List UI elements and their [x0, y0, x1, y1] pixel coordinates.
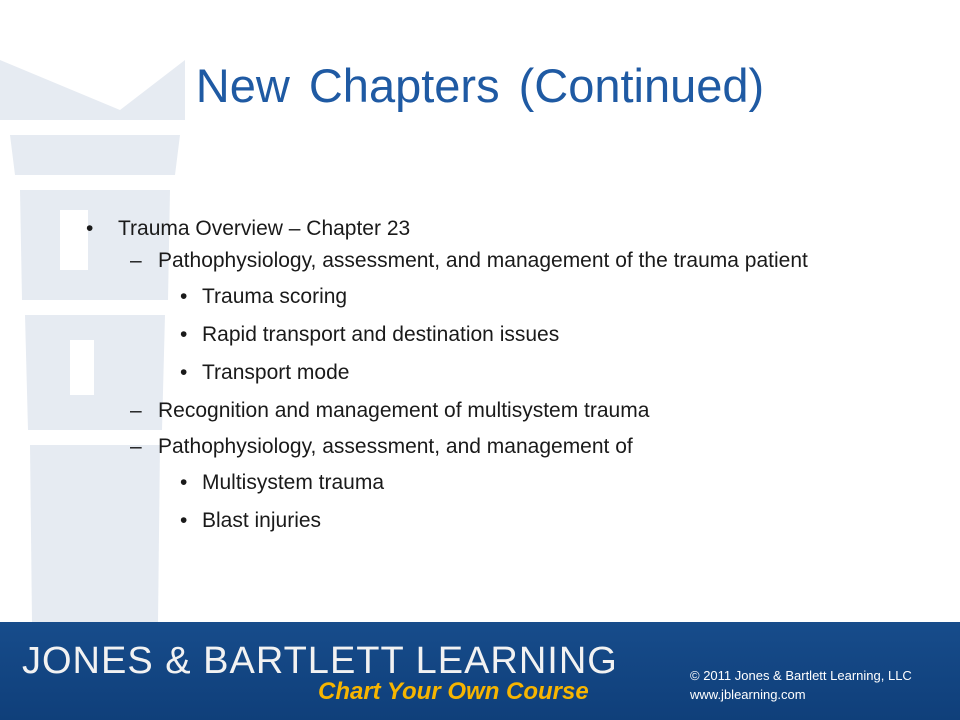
bullet-item — [82, 470, 842, 495]
bullet-marker: – — [130, 435, 142, 458]
bullet-marker: • — [180, 323, 188, 346]
bullet-marker: • — [180, 471, 188, 494]
bullet-marker: – — [130, 399, 142, 422]
bullet-item — [82, 322, 842, 347]
bullet-text: Blast injuries — [202, 509, 322, 532]
copyright-text: © 2011 Jones & Bartlett Learning, LLC — [690, 668, 912, 683]
website-link[interactable]: www.jblearning.com — [690, 687, 806, 702]
bullet-item — [82, 284, 842, 309]
copyright-block — [690, 666, 912, 704]
bullet-text: Pathophysiology, assessment, and management of the trauma patient — [158, 249, 808, 272]
bullet-text: Trauma scoring — [202, 285, 348, 308]
bullet-text: Trauma Overview – Chapter 23 — [118, 217, 411, 240]
bullet-marker: • — [86, 217, 94, 240]
footer-banner — [0, 622, 960, 720]
bullet-marker: • — [180, 285, 188, 308]
bullet-item — [82, 434, 842, 459]
bullet-item — [82, 398, 842, 423]
bullet-marker: • — [180, 509, 188, 532]
publisher-logo: JONES & BARTLETT LEARNING — [22, 640, 618, 682]
bullet-text: Multisystem trauma — [202, 471, 385, 494]
tagline: Chart Your Own Course — [318, 678, 589, 705]
bullet-marker: • — [180, 361, 188, 384]
bullet-text: Rapid transport and destination issues — [202, 323, 560, 346]
bullet-item — [82, 508, 842, 533]
bullet-text: Recognition and management of multisystem trauma — [158, 399, 650, 422]
bullet-item — [82, 360, 842, 385]
bullet-text: Transport mode — [202, 361, 350, 384]
bullet-marker: – — [130, 249, 142, 272]
slide-title: New Chapters (Continued) — [195, 59, 765, 112]
bullet-item — [82, 216, 842, 241]
bullet-text: Pathophysiology, assessment, and management of — [158, 435, 633, 458]
bullet-list — [82, 216, 842, 546]
bullet-item — [82, 248, 842, 273]
